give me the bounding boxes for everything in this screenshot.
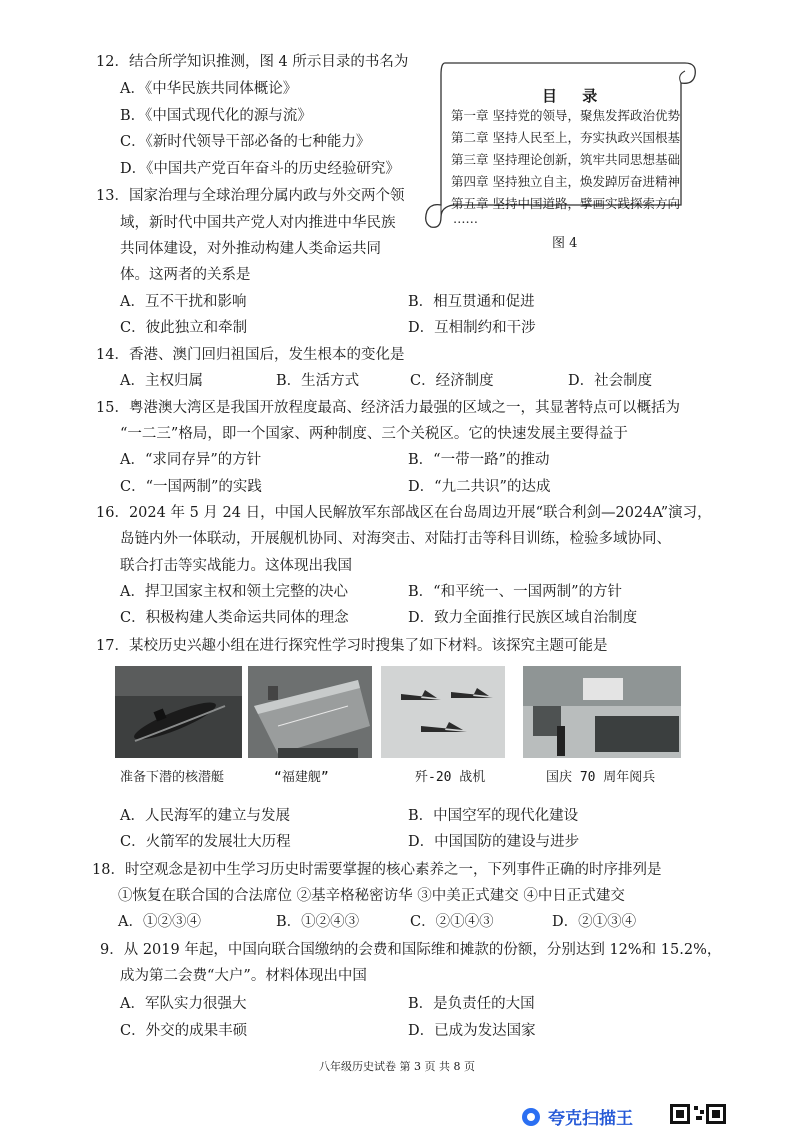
q18-option-a: A．①②③④ [118, 914, 201, 930]
q17-option-d: D．中国国防的建设与进步 [408, 834, 580, 850]
q19-stem-2: 成为第二会费“大户”。材料体现出中国 [120, 968, 367, 984]
q18-stem-2: ①恢复在联合国的合法席位 ②基辛格秘密访华 ③中美正式建交 ④中日正式建交 [118, 888, 625, 904]
scanner-brand-text: 夸克扫描王 [548, 1109, 633, 1129]
q19-option-c: C．外交的成果丰硕 [120, 1023, 248, 1039]
caption-carrier: “福建舰” [274, 770, 329, 785]
q12-option-a: A．《中华民族共同体概论》 [120, 81, 298, 97]
q13-stem-2: 域，新时代中国共产党人对内推进中华民族 [120, 215, 396, 231]
scanner-watermark [520, 1104, 794, 1129]
caption-fighter: 歼-20 战机 [415, 770, 486, 785]
q16-stem-2: 岛链内外一体联动，开展舰机协同、对海突击、对陆打击等科目训练，检验多域协同、 [120, 531, 671, 547]
parade-photo [523, 666, 681, 758]
q13-option-a: A．互不干扰和影响 [120, 294, 247, 310]
q12-option-c: C．《新时代领导干部必备的七种能力》 [120, 134, 371, 150]
toc-chapter-1: 第一章 坚持党的领导，聚焦发挥政治优势 [451, 108, 680, 123]
q16-stem-3: 联合打击等实战能力。这体现出我国 [120, 558, 352, 574]
q19-stem-1: 9．从 2019 年起，中国向联合国缴纳的会费和国际维和摊款的份额，分别达到 12%和 15.2%， [100, 942, 722, 958]
toc-title: 目 录 [542, 87, 608, 105]
q14-option-d: D．社会制度 [568, 373, 653, 389]
q14-option-b: B．生活方式 [276, 373, 360, 389]
q16-stem-1: 16．2024 年 5 月 24 日，中国人民解放军东部战区在台岛周边开展“联合利剑—2024A”演习， [96, 505, 712, 521]
q13-option-c: C．彼此独立和牵制 [120, 320, 248, 336]
caption-submarine: 准备下潜的核潜艇 [120, 770, 225, 785]
q15-option-b: B．“一带一路”的推动 [408, 452, 550, 468]
qr-code-icon [670, 1104, 730, 1124]
toc-chapter-3: 第三章 坚持理论创新，筑牢共同思想基础 [451, 152, 680, 167]
j20-fighter-photo [381, 666, 505, 758]
toc-chapter-2: 第二章 坚持人民至上，夯实执政兴国根基 [451, 130, 680, 145]
q15-option-d: D．“九二共识”的达成 [408, 479, 551, 495]
q16-option-b: B．“和平统一、一国两制”的方针 [408, 584, 622, 600]
q14-stem: 14．香港、澳门回归祖国后，发生根本的变化是 [96, 347, 405, 363]
q19-option-d: D．已成为发达国家 [408, 1023, 536, 1039]
toc-ellipsis: …… [453, 211, 478, 226]
q13-stem-3: 共同体建设，对外推动构建人类命运共同 [120, 241, 381, 257]
caption-parade: 国庆 70 周年阅兵 [546, 770, 656, 785]
q12-option-b: B．《中国式现代化的源与流》 [120, 108, 312, 124]
q14-option-c: C．经济制度 [410, 373, 494, 389]
figure-4-scroll [423, 55, 698, 235]
q17-option-c: C．火箭军的发展壮大历程 [120, 834, 291, 850]
q16-option-a: A．捍卫国家主权和领土完整的决心 [120, 584, 348, 600]
toc-chapter-4: 第四章 坚持独立自主，焕发踔厉奋进精神 [451, 174, 680, 189]
q18-option-d: D．②①③④ [552, 914, 637, 930]
q15-stem-1: 15．粤港澳大湾区是我国开放程度最高、经济活力最强的区域之一，其显著特点可以概括为 [96, 400, 680, 416]
q12-option-d: D．《中国共产党百年奋斗的历史经验研究》 [120, 161, 400, 177]
q17-stem: 17．某校历史兴趣小组在进行探究性学习时搜集了如下材料。该探究主题可能是 [96, 638, 608, 654]
q15-option-c: C．“一国两制”的实践 [120, 479, 262, 495]
toc-chapter-5: 第五章 坚持中国道路，擘画实践探索方向 [451, 196, 680, 211]
q15-option-a: A．“求同存异”的方针 [120, 452, 262, 468]
q19-option-b: B．是负责任的大国 [408, 996, 535, 1012]
q13-stem-4: 体。这两者的关系是 [120, 267, 251, 283]
q16-option-c: C．积极构建人类命运共同体的理念 [120, 610, 349, 626]
q13-option-d: D．互相制约和干涉 [408, 320, 536, 336]
q17-option-a: A．人民海军的建立与发展 [120, 808, 290, 824]
figure-4-label: 图 4 [552, 236, 578, 251]
q18-option-c: C．②①④③ [410, 914, 494, 930]
scanner-logo-icon [520, 1106, 544, 1126]
q15-stem-2: “一二三”格局，即一个国家、两种制度、三个关税区。它的快速发展主要得益于 [120, 426, 628, 442]
q14-option-a: A．主权归属 [120, 373, 203, 389]
q17-option-b: B．中国空军的现代化建设 [408, 808, 579, 824]
page-footer: 八年级历史试卷 第 3 页 共 8 页 [319, 1060, 475, 1073]
q12-stem: 12．结合所学知识推测，图 4 所示目录的书名为 [96, 54, 409, 70]
q13-stem-1: 13．国家治理与全球治理分属内政与外交两个领 [96, 188, 405, 204]
q13-option-b: B．相互贯通和促进 [408, 294, 535, 310]
q16-option-d: D．致力全面推行民族区域自治制度 [408, 610, 638, 626]
submarine-photo [115, 666, 242, 758]
q18-option-b: B．①②④③ [276, 914, 360, 930]
fujian-carrier-photo [248, 666, 372, 758]
q18-stem-1: 18．时空观念是初中生学习历史时需要掌握的核心素养之一，下列事件正确的时序排列是 [92, 862, 662, 878]
q19-option-a: A．军队实力很强大 [120, 996, 247, 1012]
